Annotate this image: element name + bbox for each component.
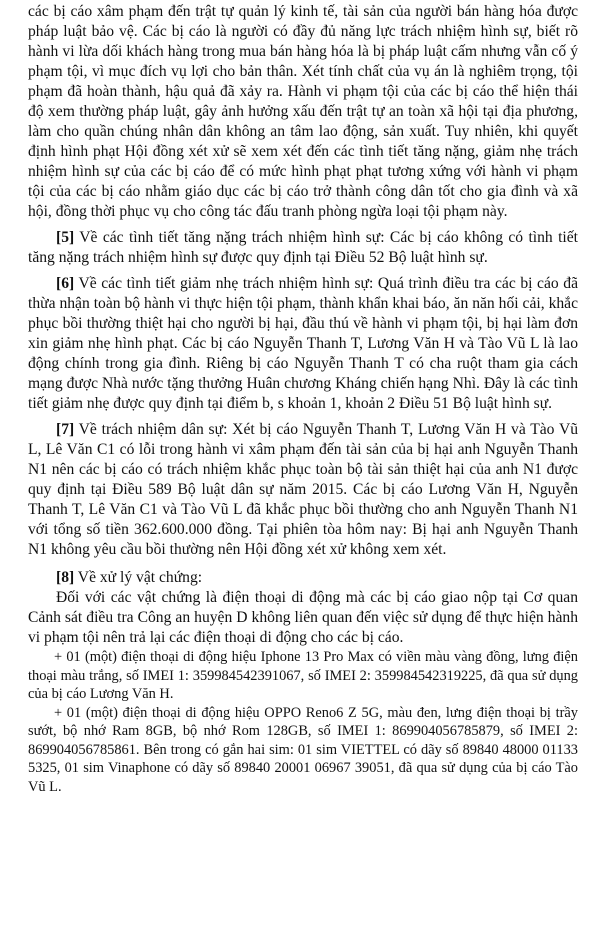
section-number-8: [8]	[56, 569, 75, 586]
paragraph-aggravating-circumstances	[28, 228, 578, 268]
section-text-5: Về các tình tiết tăng nặng trách nhiệm hình sự: Các bị cáo không có tình tiết tăng nặng trách nhiệm hình sự được quy định tại Điều 52 Bộ luật hình sự.	[28, 229, 578, 266]
paragraph-evidence-intro: Đối với các vật chứng là điện thoại di động mà các bị cáo giao nộp tại Cơ quan Cảnh sát điều tra Công an huyện D không liên quan đến việc sử dụng để thực hiện hành vi phạm tội nên trả lại các điện thoại di động cho các bị cáo.	[28, 589, 578, 646]
section-number-7: [7]	[56, 421, 75, 438]
section-text-6: Về các tình tiết giảm nhẹ trách nhiệm hình sự: Quá trình điều tra các bị cáo đã thừa nhận toàn bộ hành vi thực hiện tội phạm, thành khẩn khai báo, ăn năn hối cải, khắc phục bồi thường thiệt hại cho người bị hại, đầu thú về hành vi phạm tội, bị hại làm đơn xin giảm nhẹ hình phạt. Các bị cáo Nguyễn Thanh T, Lương Văn H và Tào Vũ L là lao động chính trong gia đình. Riêng bị cáo Nguyễn Thanh T có cha ruột tham gia cách mạng được Nhà nước tặng thưởng Huân chương Kháng chiến hạng Nhì. Đây là các tình tiết giảm nhẹ được quy định tại điểm b, s khoản 1, khoản 2 Điều 51 Bộ luật hình sự.	[28, 275, 578, 412]
paragraph-evidence-heading	[28, 568, 578, 588]
list-item-oppo: + 01 (một) điện thoại di động hiệu OPPO Reno6 Z 5G, màu đen, lưng điện thoại bị trầy sướt, bộ nhớ Ram 8GB, bộ nhớ Rom 128GB, số IMEI 1: 869904056785879, số IMEI 2: 869904056785861. Bên trong có gắn hai sim: 01 sim VIETTEL có dãy số 89840 48000 01133 5325, 01 sim Vinaphone có dãy số 89840 20001 06967 39051, đã qua sử dụng của bị cáo Tào Vũ L.	[28, 704, 578, 795]
section-number-6: [6]	[56, 275, 75, 292]
section-number-5: [5]	[56, 229, 75, 246]
paragraph-civil-liability	[28, 420, 578, 560]
section-text-7: Về trách nhiệm dân sự: Xét bị cáo Nguyễn Thanh T, Lương Văn H và Tào Vũ L, Lê Văn C1 có lỗi trong hành vi xâm phạm đến tài sản của bị hại anh Nguyễn Thanh N1 nên các bị cáo có trách nhiệm khắc phục toàn bộ tài sản thiệt hại của anh N1 được quy định tại Điều 589 Bộ luật dân sự năm 2015. Các bị cáo Lương Văn H, Nguyễn Thanh T, Lê Văn C1 và Tào Vũ L đã khắc phục bồi thường cho anh Nguyễn Thanh N1 với tổng số tiền 362.600.000 đồng. Tại phiên tòa hôm nay: Bị hại anh Nguyễn Thanh N1 không yêu cầu bồi thường nên Hội đồng xét xử không xem xét.	[28, 421, 578, 558]
list-item-iphone: + 01 (một) điện thoại di động hiệu Iphone 13 Pro Max có viền màu vàng đồng, lưng điện thoại màu trắng, số IMEI 1: 359984542391067, số IMEI 2: 359984542319225, đã qua sử dụng của bị cáo Lương Văn H.	[28, 649, 578, 702]
section-text-8: Về xử lý vật chứng:	[74, 569, 203, 586]
paragraph-continuation: các bị cáo xâm phạm đến trật tự quản lý kinh tế, tài sản của người bán hàng hóa được pháp luật bảo vệ. Các bị cáo là người có đầy đủ năng lực trách nhiệm hình sự, biết rõ hành vi lừa dối khách hàng trong mua bán hàng hóa là bị pháp luật cấm nhưng vẫn cố ý phạm tội, vì mục đích vụ lợi cho bản thân. Xét tính chất của vụ án là nghiêm trọng, tội phạm đã hoàn thành, hậu quả đã xảy ra. Hành vi phạm tội của các bị cáo thể hiện thái độ xem thường pháp luật, gây ảnh hưởng xấu đến trật tự an toàn xã hội tại địa phương, làm cho quần chúng nhân dân không an tâm lao động, sản xuất. Tuy nhiên, khi quyết định hình phạt Hội đồng xét xử sẽ xem xét đến các tình tiết tăng nặng, giảm nhẹ trách nhiệm hình sự của các bị cáo để có mức hình phạt phạt tương xứng với hành vi phạm tội của các bị cáo nhằm giáo dục các bị cáo trở thành công dân tốt cho gia đình và xã hội, đồng thời phục vụ cho công tác đấu tranh phòng ngừa loại tội phạm này.	[28, 3, 578, 220]
paragraph-mitigating-circumstances	[28, 274, 578, 414]
